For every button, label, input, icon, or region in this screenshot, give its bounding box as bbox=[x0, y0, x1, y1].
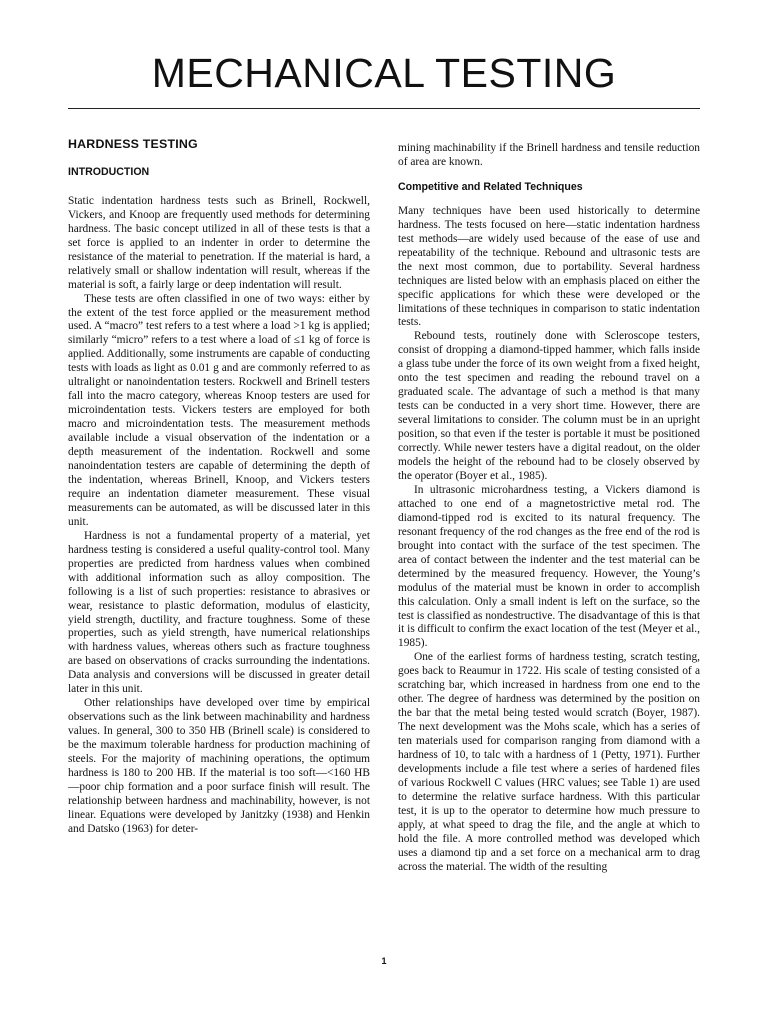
left-column bbox=[68, 138, 370, 837]
paragraph: Static indentation hardness tests such as Brinell, Rockwell, Vickers, and Knoop are frequently used methods for determining hardness. The basic concept utilized in all of these tests is that a set force is applied to an indenter in order to determine the resistance of the material to penetration. If the material is hard, a relatively small or shallow indentation will result, whereas if the material is soft, a fairly large or deep indentation will result. bbox=[68, 194, 370, 291]
paragraph: Rebound tests, routinely done with Scleroscope testers, consist of dropping a diamond-tipped hammer, which falls inside a glass tube under the force of its own weight from a fixed height, onto the test specimen and reading the rebound travel on a graduated scale. The advantage of such a method is that many tests can be conducted in a very short time. However, there are several limitations to consider. The column must be in an upright position, so that even if the tester is portable it must be positioned correctly. While newer testers have a digital readout, on the older models the height of the rebound had to be closely observed by the operator (Boyer et al., 1985). bbox=[398, 330, 700, 482]
chapter-title: MECHANICAL TESTING bbox=[151, 50, 617, 96]
title-rule bbox=[68, 108, 700, 109]
paragraph: One of the earliest forms of hardness testing, scratch testing, goes back to Reaumur in 1722. His scale of testing consisted of a scratching bar, which increased in hardness from one end to the other. The degree of hardness was determined by the position on the bar that the metal being tested would scratch (Boyer, 1987). The next development was the Mohs scale, which has a series of ten materials used for comparison ranging from diamond with a hardness of 10, to talc with a hardness of 1 (Petty, 1971). Further developments include a file test where a series of hardened files of various Rockwell C values (HRC values; see Table 1) are used to determine the relative surface hardness. With this particular test, it is up to the operator to determine how much pressure to apply, at what speed to drag the file, and the angle at which to hold the file. A more controlled method was developed which uses a diamond tip and a set force on a mechanical arm to drag across the material. The width of the resulting bbox=[398, 651, 700, 873]
right-column bbox=[398, 142, 700, 875]
paragraph: Hardness is not a fundamental property of a material, yet hardness testing is considered a useful quality-control tool. Many properties are predicted from hardness values when combined with additional information such as alloy composition. The following is a list of such properties: resistance to abrasives or wear, resistance to plastic deformation, modulus of elasticity, yield strength, ductility, and fracture toughness. Some of these properties, such as yield strength, have numerical relationships with hardness values, whereas others such as fracture toughness are based on observations of cracks surrounding the indentations. Data analysis and conversions will be discussed in greater detail later in this unit. bbox=[68, 529, 370, 696]
paragraph: In ultrasonic microhardness testing, a Vickers diamond is attached to one end of a magnetostrictive metal rod. The diamond-tipped rod is excited to its natural frequency. The resonant frequency of the rod changes as the free end of the rod is brought into contact with the surface of the test specimen. The area of contact between the indenter and the test material can be determined by the measured frequency. However, the Young’s modulus of the material must be known in order to accomplish this calculation. Only a small indent is left on the surface, so the test is classified as nondestructive. The disadvantage of this is that it is difficult to confirm the exact location of the test (Meyer et al., 1985). bbox=[398, 483, 700, 650]
page-number: 1 bbox=[381, 956, 387, 966]
subheading-competitive-techniques: Competitive and Related Techniques bbox=[398, 180, 583, 193]
subheading-introduction: INTRODUCTION bbox=[68, 165, 150, 178]
paragraph: Many techniques have been used historically to determine hardness. The tests focused on here—static indentation hardness test methods—are widely used because of the ease of use and repeatability of the technique. Rebound and ultrasonic tests are the next most common, due to portability. Several hardness techniques are listed below with an emphasis placed on either the specific applications for which these were developed or the limitations of these techniques in comparison to static indentation tests. bbox=[398, 204, 700, 329]
paragraph-continuation: mining machinability if the Brinell hardness and tensile reduction of area are known. bbox=[398, 142, 700, 168]
section-heading: HARDNESS TESTING bbox=[68, 137, 198, 151]
paragraph: These tests are often classified in one of two ways: either by the extent of the test force applied or the measurement method used. A “macro” test refers to a test where a load >1 kg is applied; similarly “micro” refers to a test where a load of ≤1 kg of force is applied. Additionally, some instruments are capable of conducting tests with loads as light as 0.01 g and are commonly referred to as ultralight or nanoindentation testers. Rockwell and Brinell testers fall into the macro category, whereas Knoop testers are used for microindentation tests. Vickers testers are employed for both macro and microindentation tests. The measurement methods available include a visual observation of the indentation or a depth measurement of the indentation. Rockwell and some nanoindentation testers are capable of determining the depth of the indentation, whereas Brinell, Knoop, and Vickers testers require an indentation diameter measurement. These visual measurements can be automated, as will be discussed later in this unit. bbox=[68, 292, 370, 528]
paragraph: Other relationships have developed over time by empirical observations such as the link between machinability and hardness values. In general, 300 to 350 HB (Brinell scale) is considered to be the maximum tolerable hardness for production machining of steels. For the majority of machining operations, the optimum hardness is 180 to 200 HB. If the material is too soft—<160 HB—poor chip formation and a poor surface finish will result. The relationship between hardness and machinability, however, is not linear. Equations were developed by Janitzky (1938) and Henkin and Datsko (1963) for deter- bbox=[68, 697, 370, 835]
